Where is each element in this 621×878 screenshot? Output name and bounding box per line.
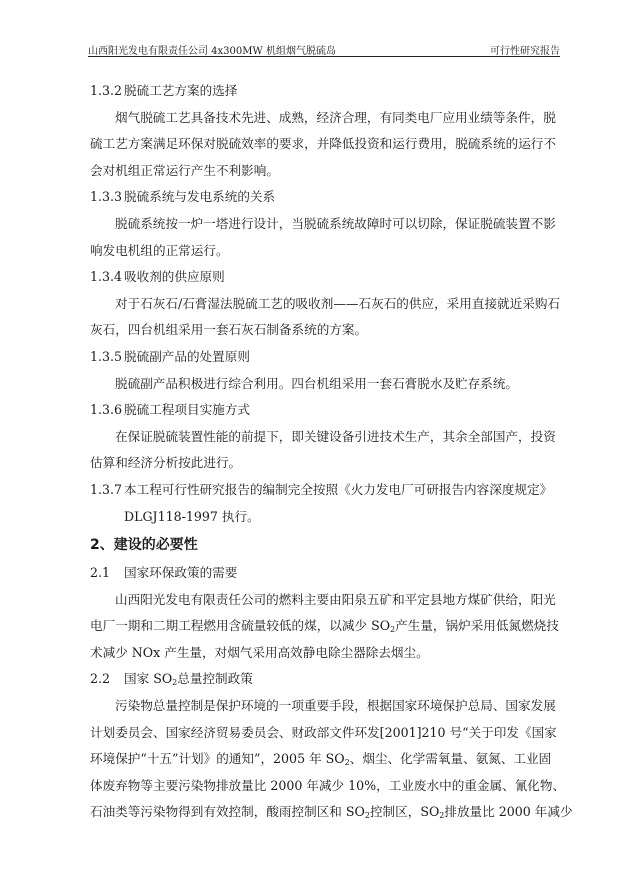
subscript: 2 xyxy=(344,758,350,768)
paragraph-line: 污染物总量控制是保护环境的一项重要手段，根据国家环境保护总局、国家发展 xyxy=(115,698,556,714)
section-title: 脱硫系统与发电系统的关系 xyxy=(124,189,276,205)
section-number: 1.3.7 xyxy=(90,481,123,497)
text-run: 环境保护“十五”计划》的通知”，2005 年 SO xyxy=(90,751,345,767)
section-number: 2.2 xyxy=(90,671,111,687)
paragraph-line xyxy=(90,799,573,826)
section-1-3-4-heading xyxy=(90,264,560,291)
subscript: 2 xyxy=(390,625,396,635)
paragraph-line: 灰石，四台机组采用一套石灰石制备系统的方案。 xyxy=(90,322,368,338)
section-number: 1.3.3 xyxy=(90,189,123,205)
document-body xyxy=(90,78,573,826)
header-right-text: 可行性研究报告 xyxy=(490,46,560,57)
section-title: 脱硫副产品的处置原则 xyxy=(124,348,250,364)
subscript: 2 xyxy=(364,811,370,821)
paragraph-line: 脱硫副产品积极进行综合利用。四台机组采用一套石膏脱水及贮存系统。 xyxy=(115,375,518,391)
chapter-2-title: 2、建设的必要性 xyxy=(90,537,198,554)
header-left-text: 山西阳光发电有限责任公司 4x300MW 机组烟气脱硫岛 xyxy=(88,46,336,57)
subscript: 2 xyxy=(439,811,445,821)
paragraph-line: 脱硫系统按一炉一塔进行设计，当脱硫系统故障时可以切除，保证脱硫装置不影 xyxy=(115,215,556,231)
paragraph-line: 响发电机组的正常运行。 xyxy=(90,242,229,258)
text-run: 控制区，SO xyxy=(369,804,440,820)
section-2-2-heading xyxy=(90,666,560,693)
subscript: 2 xyxy=(172,678,178,688)
text-run: 总量控制政策 xyxy=(177,671,253,687)
section-text: 本工程可行性研究报告的编制完全按照《火力发电厂可研报告内容深度规定》 xyxy=(124,481,553,497)
paragraph-line: 计划委员会、国家经济贸易委员会、财政部文件环发[2001]210 号“关于印发《国家 xyxy=(90,724,557,740)
paragraph-line: 会对机组正常运行产生不利影响。 xyxy=(90,162,279,178)
section-number: 2.1 xyxy=(90,565,111,581)
paragraph-line: 估算和经济分析按此进行。 xyxy=(90,455,242,471)
section-1-3-2-heading xyxy=(90,78,560,105)
paragraph-line: 在保证脱硫装置性能的前提下，即关键设备引进技术生产，其余全部国产，投资 xyxy=(115,428,556,444)
section-1-3-6-heading xyxy=(90,397,560,424)
paragraph-line: 对于石灰石/石膏湿法脱硫工艺的吸收剂——石灰石的供应，采用直接就近采购石 xyxy=(115,295,561,311)
text-run: 石油类等污染物得到有效控制，酸雨控制区和 SO xyxy=(90,804,365,820)
text-run: 电厂一期和二期工程燃用含硫量较低的煤，以减少 SO xyxy=(90,618,391,634)
section-title: 吸收剂的供应原则 xyxy=(124,269,225,285)
paragraph-line: 硫工艺方案满足环保对脱硫效率的要求，并降低投资和运行费用，脱硫系统的运行不 xyxy=(90,136,556,152)
section-title: 脱硫工程项目实施方式 xyxy=(124,402,250,418)
text-run: 产生量，锅炉采用低氮燃烧技 xyxy=(395,618,559,634)
paragraph-line: DLGJ118-1997 执行。 xyxy=(124,508,260,524)
paragraph-line: 烟气脱硫工艺具备技术先进、成熟，经济合理，有同类电厂应用业绩等条件，脱 xyxy=(115,109,556,125)
paragraph-line: 术减少 NOx 产生量，对烟气采用高效静电除尘器除去烟尘。 xyxy=(90,644,429,660)
section-1-3-3-heading xyxy=(90,184,560,211)
section-number: 1.3.4 xyxy=(90,269,123,285)
paragraph-line: 体废弃物等主要污染物排放量比 2000 年减少 10%，工业废水中的重金属、氰化物、 xyxy=(90,777,566,793)
text-run: 、烟尘、化学需氧量、氨氮、工业固 xyxy=(349,751,552,767)
section-number: 1.3.6 xyxy=(90,402,123,418)
paragraph-line xyxy=(90,613,560,640)
paragraph-line xyxy=(90,746,560,773)
text-run: 国家 SO xyxy=(124,671,173,687)
section-title: 国家环保政策的需要 xyxy=(124,565,238,581)
section-1-3-7-heading xyxy=(90,477,560,504)
text-run: 排放量比 2000 年减少 xyxy=(444,804,573,820)
section-number: 1.3.5 xyxy=(90,348,123,364)
section-title: 脱硫工艺方案的选择 xyxy=(124,83,238,98)
section-number: 1.3.2 xyxy=(90,83,123,98)
section-2-1-heading xyxy=(90,560,560,587)
paragraph-line: 山西阳光发电有限责任公司的燃料主要由阳泉五矿和平定县地方煤矿供给，阳光 xyxy=(115,591,556,607)
page-header xyxy=(88,40,560,57)
section-1-3-5-heading xyxy=(90,344,560,371)
section-title xyxy=(124,666,253,693)
